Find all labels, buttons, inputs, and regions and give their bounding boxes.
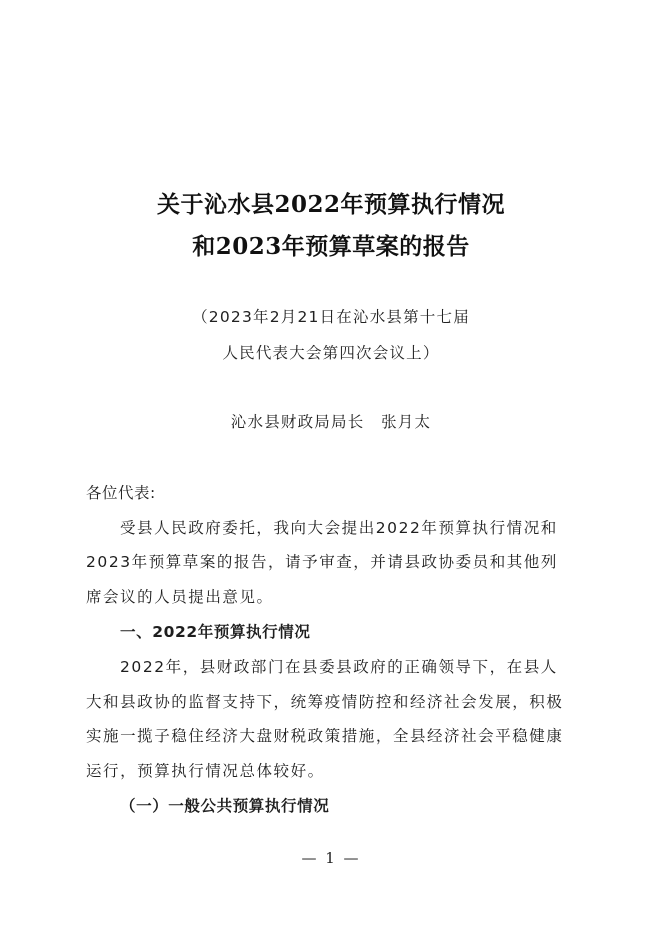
paragraph-1-line-1: 受县人民政府委托，我向大会提出2022年预算执行情况和 (120, 519, 558, 537)
paragraph-2-line-1: 2022年，县财政部门在县委县政府的正确领导下，在县人 (120, 658, 558, 676)
report-title-line-2: 和2023年预算草案的报告 (192, 233, 470, 260)
greeting: 各位代表: (86, 484, 156, 502)
paragraph-1-line-3: 席会议的人员提出意见。 (86, 588, 274, 606)
page-number: — 1 — (301, 849, 361, 867)
paragraph-2-line-4: 运行，预算执行情况总体较好。 (86, 762, 325, 780)
meeting-info-line-1: （2023年2月21日在沁水县第十七届 (192, 308, 470, 326)
paragraph-1-line-2: 2023年预算草案的报告，请予审查，并请县政协委员和其他列 (86, 553, 558, 571)
section-heading-1: 一、2022年预算执行情况 (120, 623, 311, 641)
author-line: 沁水县财政局局长 张月太 (230, 413, 432, 431)
section-heading-2: （一）一般公共预算执行情况 (120, 797, 330, 815)
paragraph-2-line-3: 实施一揽子稳住经济大盘财税政策措施，全县经济社会平稳健康 (86, 727, 564, 745)
report-title-line-1: 关于沁水县2022年预算执行情况 (156, 191, 505, 218)
paragraph-2-line-2: 大和县政协的监督支持下，统筹疫情防控和经济社会发展，积极 (86, 693, 564, 711)
meeting-info-line-2: 人民代表大会第四次会议上） (222, 344, 440, 362)
